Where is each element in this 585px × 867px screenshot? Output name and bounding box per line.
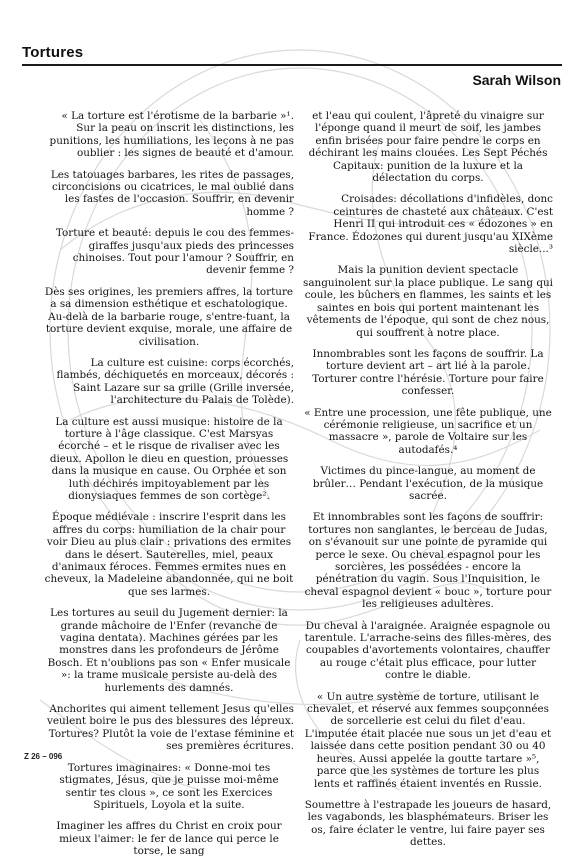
paragraph: « Un autre système de torture, utilisant le chevalet, et réservé aux femmes soupçonnées de sorcellerie est celui du filet d'eau. L'imputée était placée nue sous un jet d'eau et laissée dans cette position pendant 30 ou 40 heures. Aussi appelée la goutte tartare »⁵, parce que les systèmes de torture les plus lents et raffinés étaient inventés en Russie. [304,690,552,790]
paragraph: Croisades: décollations d'infidèles, donc ceintures de chasteté aux châteaux. C'est Henri II qui introduit ces « édozones » en France. Édozones qui durent jusqu'au XIXème siècle...³ [308,193,553,256]
paragraph: Les tatouages barbares, les rites de passages, circoncisions ou cicatrices, le mal oublié dans les fastes de l'occasion. Souffrir, en devenir homme ? [50,168,294,218]
right-column [303,110,553,858]
paragraph: La culture est cuisine: corps écorchés, flambés, déchiquetés en morceaux, décorés : Saint Lazare sur sa grille (Grille inversée, l'architecture du Palais de Tolède). [56,356,294,407]
paragraph: Mais la punition devient spectacle sanguinolent sur la place publique. Le sang qui coule, les bûchers en flammes, les saints et les saintes en bois qui portent maintenant les vêtements de l'époque, qui sont de chez nous, qui souffrent à notre place. [303,264,553,339]
paragraph: et l'eau qui coulent, l'âpreté du vinaigre sur l'éponge quand il meurt de soif, les jambes enfin brisées pour faire pendre le corps en déchirant les mains clouées. Les Sept Péchés Capitaux: punition de la luxure et la délectation du corps. [308,110,548,185]
paragraph: Dès ses origines, les premiers affres, la torture a sa dimension esthétique et eschatologique. Au-delà de la barbarie rouge, s'entre-tuant, la torture devient exquise, morale, une affaire de civilisation. [44,285,294,348]
paragraph: Et innombrables sont les façons de souffrir: tortures non sanglantes, le berceau de Judas, on s'évanouit sur une pointe de pyramide qui perce le sexe. Ou cheval espagnol pour les sorcières, les possédées - encore la pénétration du vagin. Sous l'Inquisition, le cheval espagnol devient « bouc », torture pour les religieuses adultères. [304,511,552,611]
paragraph: Imaginer les affres du Christ en croix pour mieux l'aimer: le fer de lance qui perce le torse, le sang [56,820,282,858]
paragraph: Victimes du pince-langue, au moment de brûler… Pendant l'exécution, de la musique sacrée. [312,465,544,502]
paragraph: Les tortures au seuil du Jugement dernier: la grande mâchoire de l'Enfer (revanche de vagina dentata). Machines gérées par les monstres dans les profondeurs de Jérôme Bosch. Et n'oublions pas son « Enfer musicale »: la trame musicale persiste au-delà des hurlements des damnés. [47,607,291,694]
section-title: Tortures [22,44,84,61]
paragraph: Soumettre à l'estrapade les joueurs de hasard, les vagabonds, les blasphémateurs. Briser les os, faire éclater le ventre, lui faire payer ses dettes. [304,798,552,849]
header-rule [22,64,562,66]
page-header [22,44,562,66]
paragraph: Du cheval à l'araignée. Araignée espagnole ou tarentule. L'arrache-seins des filles-mères, des coupables d'avortements volontaires, chauffer au rouge c'était plus efficace, pour lutter contre le diable. [304,619,552,682]
page-number: Z 26 – 096 [24,752,63,761]
author-name: Sarah Wilson [472,72,561,88]
paragraph: Anchorites qui aiment tellement Jesus qu'elles veulent boire le pus des blessures des lépreux. Tortures? Plutôt la voie de l'extase féminine et ses premières écritures. [47,703,294,753]
paragraph: Tortures imaginaires: « Donne-moi tes stigmates, Jésus, que je puisse moi-même sentir tes clous », ce sont les Exercices Spirituels, Loyola et la suite. [59,761,279,811]
paragraph: Torture et beauté: depuis le cou des femmes-giraffes jusqu'aux pieds des princesses chinoises. Tout pour l'amour ? Souffrir, en devenir femme ? [55,227,294,277]
paragraph: Innombrables sont les façons de souffrir. La torture devient art – art lié à la parole. Torturer contre l'hérésie. Torture pour faire confesser. [312,347,544,398]
paragraph: La culture est aussi musique: histoire de la torture à l'âge classique. C'est Marsyas écorché – et le risque de rivaliser avec les dieux. Apollon le dieu en question, prouesses dans la musique en cause. Ou Orphée et son luth déchirés impitoyablement par les dionysiaques femmes de son cortège². [49,415,289,502]
paragraph: Époque médiévale : inscrire l'esprit dans les affres du corps: humiliation de la chair pour voir Dieu au plus clair : privations des ermites dans le désert. Sauterelles, miel, peaux d'animaux féroces. Femmes ermites nues en cheveux, la Madeleine abandonnée, qui ne boit que ses larmes. [44,511,294,598]
left-column [44,110,294,867]
paragraph: « La torture est l'érotisme de la barbarie »¹. Sur la peau on inscrit les distinctions, les punitions, les humiliations, les leçons à ne pas oublier : les signes de beauté et d'amour. [49,110,294,160]
paragraph: « Entre une procession, une fête publique, une cérémonie religieuse, un sacrifice et un massacre », parole de Voltaire sur les autodafés.⁴ [304,406,552,456]
